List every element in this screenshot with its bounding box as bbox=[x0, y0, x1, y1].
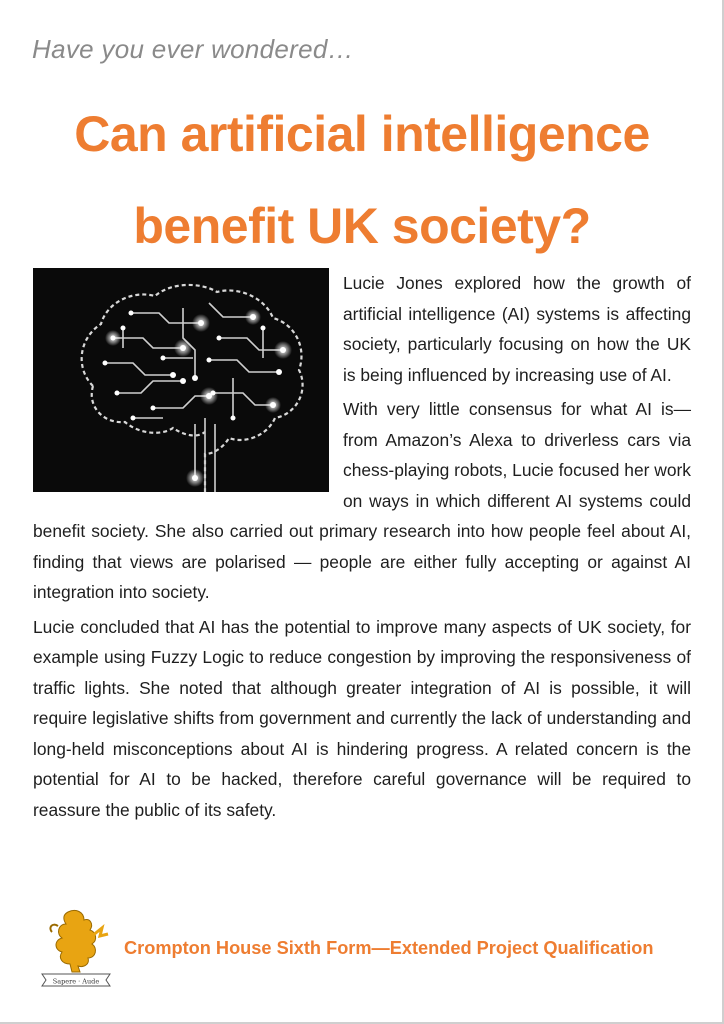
school-crest-logo bbox=[38, 906, 114, 988]
paragraph-conclusion: Lucie concluded that AI has the potential to improve many aspects of UK society, for example using Fuzzy Logic to reduce congestion by improving the responsiveness of traffic lights. She noted that although greater integration of AI is possible, it will require legislative shifts from government and currently the lack of understanding and long-held misconceptions about AI is hindering progress. A related concern is the potential for AI to be hacked, therefore careful governance will be required to reassure the public of its safety. bbox=[33, 616, 691, 820]
title-line-2: benefit UK society? bbox=[133, 198, 591, 254]
svg-text:Sapere · Aude: Sapere · Aude bbox=[52, 977, 100, 986]
footer-caption: Crompton House Sixth Form—Extended Project Qualification bbox=[124, 938, 654, 958]
paragraph-consensus: With very little consensus for what AI is—from Amazon’s Alexa to driverless cars via chess-playing robots, Lucie focused her work on ways in which different AI systems could benefit society. She also carried out primary research into how people feel about AI, finding that views are polarised — people are either fully accepting or against AI integration into society. bbox=[33, 399, 691, 602]
kicker-text: Have you ever wondered… bbox=[32, 34, 354, 64]
page-title bbox=[0, 88, 724, 272]
paragraph-intro: Lucie Jones explored how the growth of artificial intelligence (AI) systems is affecting society, particularly focusing on how the UK is being influenced by increasing use of AI. bbox=[343, 273, 691, 385]
image-spacer bbox=[33, 268, 343, 500]
title-line-1: Can artificial intelligence bbox=[74, 106, 650, 162]
article-body bbox=[33, 268, 691, 829]
